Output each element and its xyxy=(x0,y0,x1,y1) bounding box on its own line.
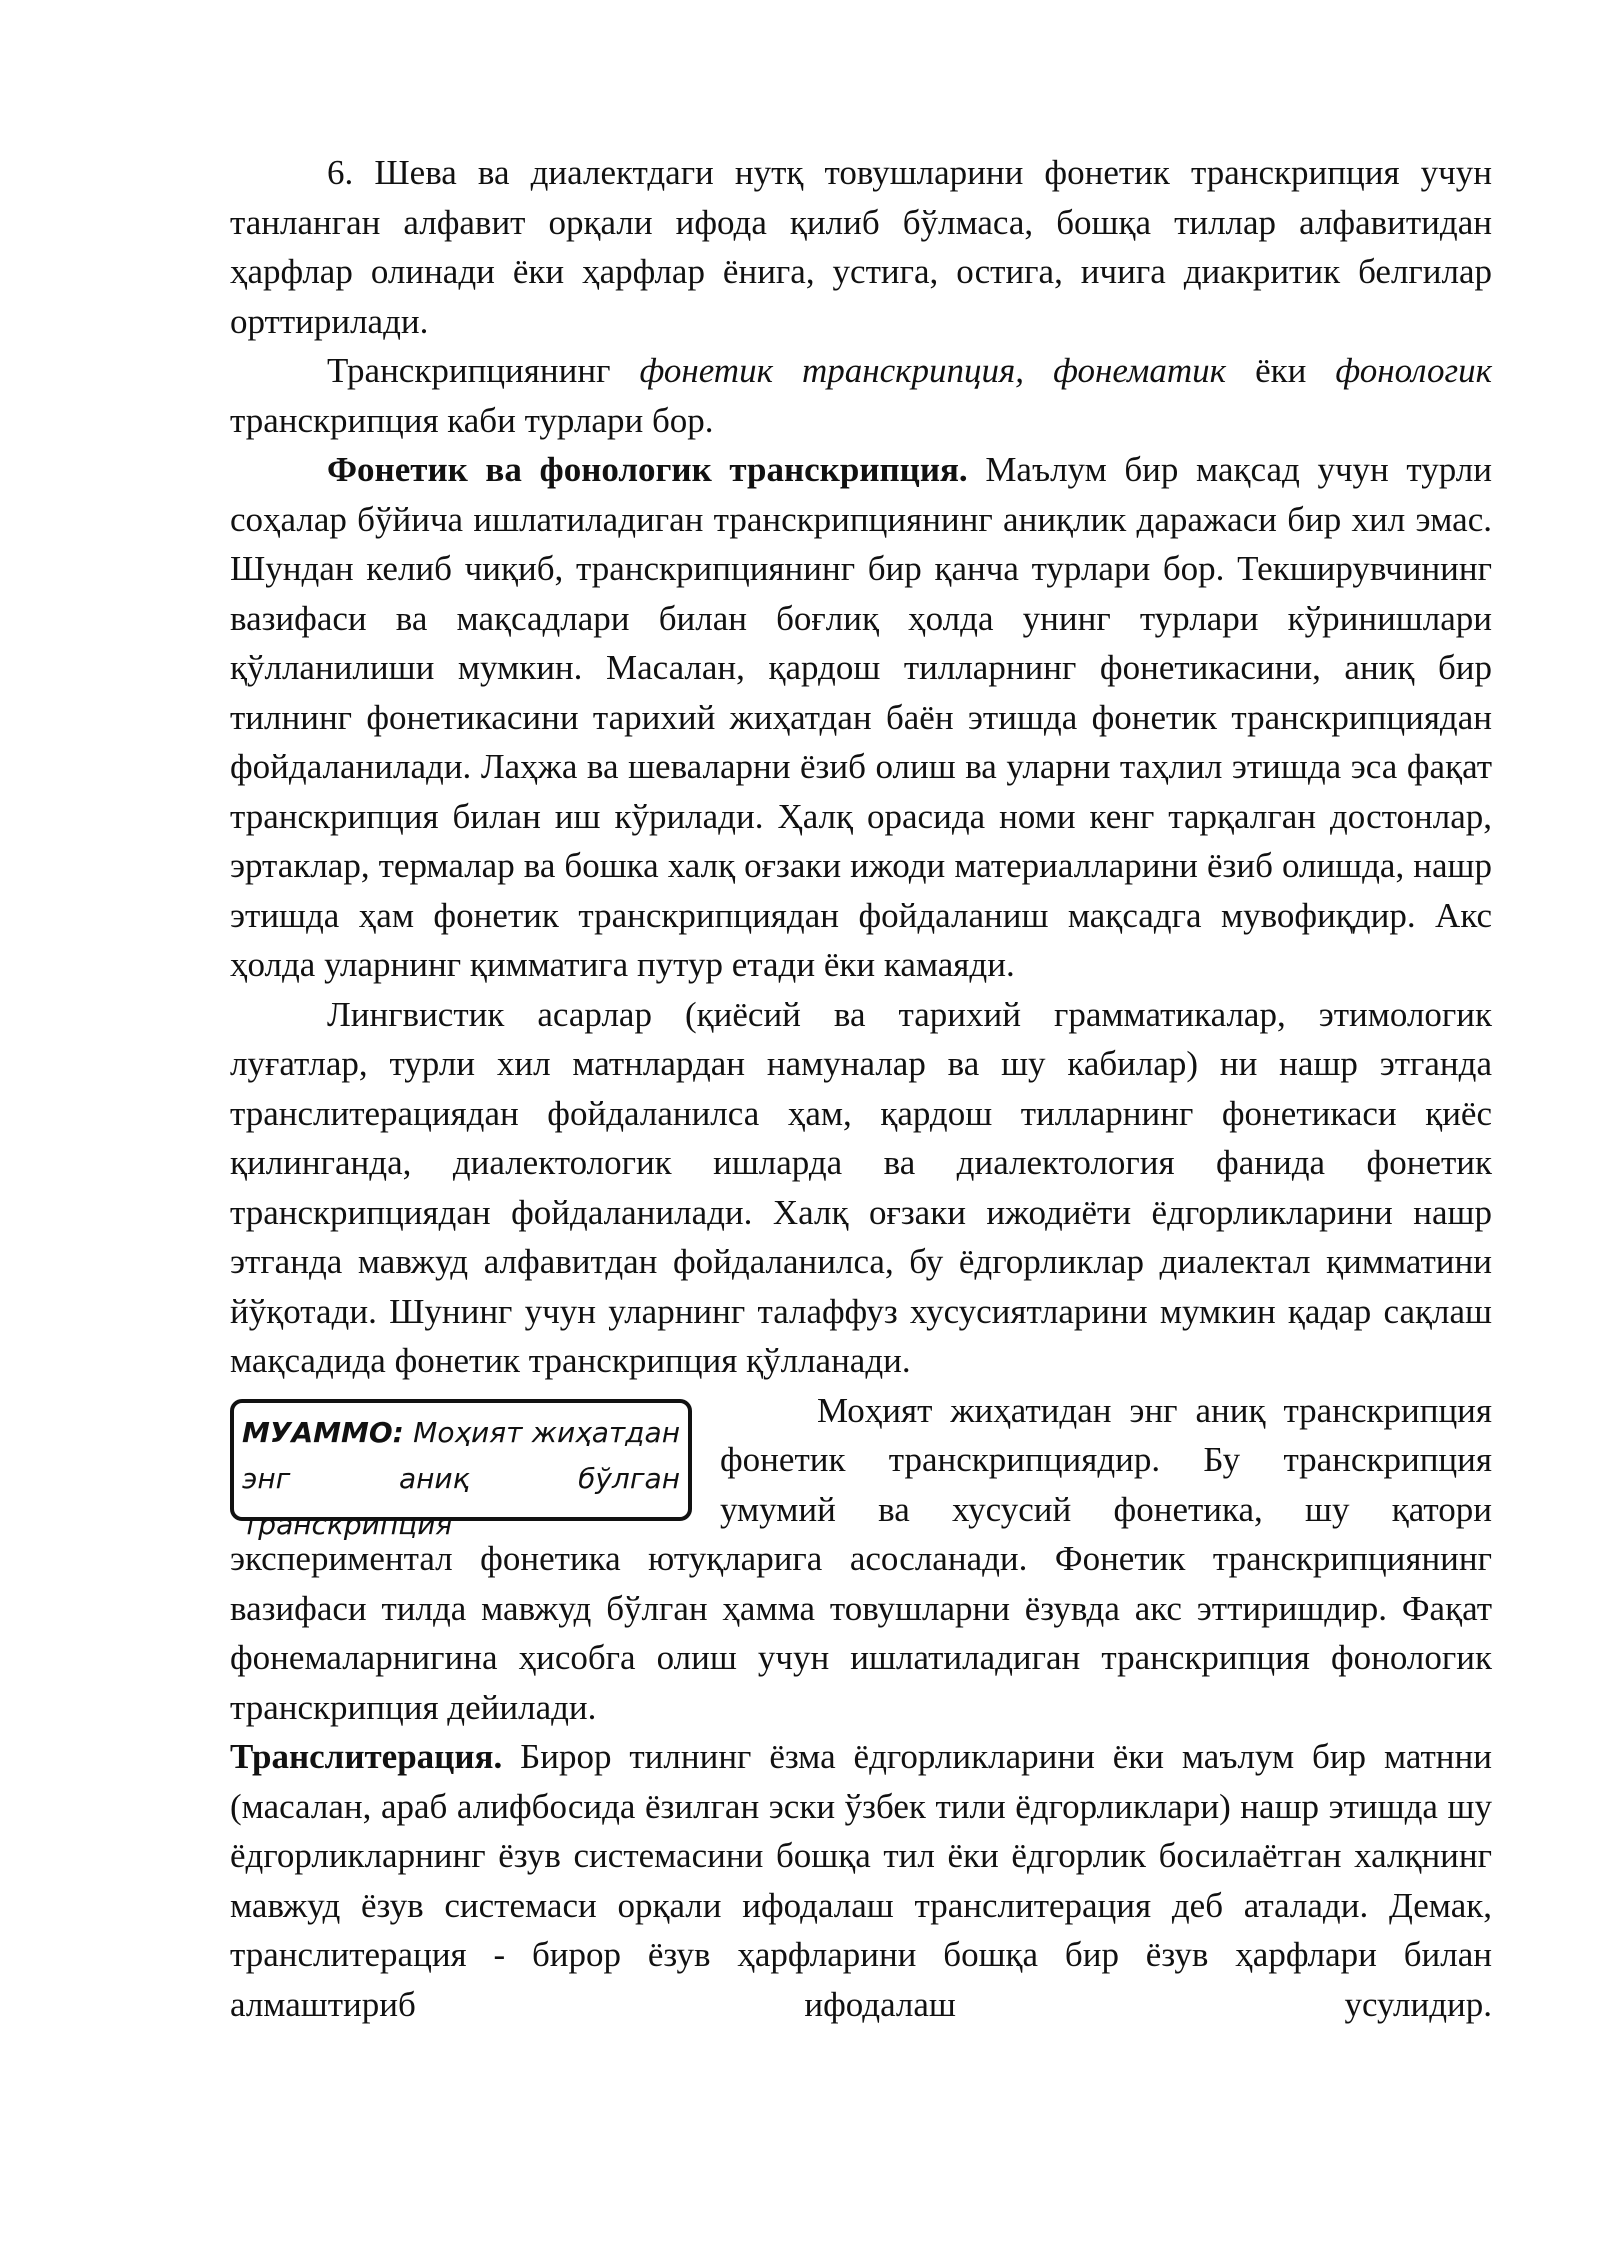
paragraph-text: Транскрипциянинг xyxy=(327,351,640,390)
paragraph-text: Маълум бир мақсад учун турли соҳалар бўйича ишлатиладиган транскрипциянинг аниқлик даражаси бир хил эмас. Шундан келиб чиқиб, транскрипциянинг бир қанча турлари бор. Текширувчининг вазифаси ва мақсадлари билан боғлиқ ҳолда унинг турлари кўринишлари қўлланилиши мумкин. Масалан, қардош тилларнинг фонетикасини, аниқ бир тилнинг фонетикасини тарихий жиҳатдан баён этишда фонетик транскрипциядан фойдаланилади. Лаҳжа ва шеваларни ёзиб олиш ва уларни таҳлил этишда эса фақат транскрипция билан иш кўрилади. Ҳалқ орасида номи кенг тарқалган достонлар, эртаклар, термалар ва бошка халқ оғзаки ижоди материалларини ёзиб олишда, нашр этишда ҳам фонетик транскрипциядан фойдаланиш мақсадга мувофиқдир. Акс ҳолда уларнинг қимматига путур етади ёки камаяди. xyxy=(230,450,1492,984)
emphasis-phonological: фонологик xyxy=(1335,351,1492,390)
problem-label: МУАММО: xyxy=(242,1415,404,1449)
problem-callout-box xyxy=(230,1399,692,1541)
paragraph-transliteration xyxy=(230,1732,1492,2029)
paragraph-transcription-types xyxy=(230,346,1492,445)
section-heading-phonetic-phonological: Фонетик ва фонологик транскрипция. xyxy=(327,450,968,489)
paragraph-text: ёки xyxy=(1226,351,1336,390)
paragraph-essence-transcription: Моҳият жиҳатидан энг аниқ транскрипция фонетик транскрипциядир. Бу транскрипция умумий ва хусусий фонетика, шу қатори экспериментал фонетика ютуқларига асосланади. Фонетик транскрипциянинг вазифаси тилда мавжуд бўлган ҳамма товушларни ёзувда акс эттиришдир. Фақат фонемаларнигина ҳисобга олиш учун ишлатиладиган транскрипция фонологик транскрипция дейилади. xyxy=(230,1390,1492,1727)
emphasis-phonetic-phonematic: фонетик транскрипция, фонематик xyxy=(639,351,1227,390)
paragraph-linguistic-works: Лингвистик асарлар (қиёсий ва тарихий грамматикалар, этимологик луғатлар, турли хил матнлардан намуналар ва шу кабилар) ни нашр этганда транслитерациядан фойдаланилса ҳам, қардош тилларнинг фонетикаси қиёс қилинганда, диалектологик ишларда ва диалектология фанида фонетик транскрипциядан фойдаланилади. Халқ оғзаки ижодиёти ёдгорликларини нашр этганда мавжуд алфавитдан фойдаланилса, бу ёдгорликлар диалектал қимматини йўқотади. Шунинг учун уларнинг талаффуз хусусиятларини мумкин қадар сақлаш мақсадида фонетик транскрипция қўлланади. xyxy=(230,994,1492,1380)
paragraph-phonetic-phonological xyxy=(230,445,1492,990)
paragraph-text: Бирор тилнинг ёзма ёдгорликларини ёки маълум бир матнни (масалан, араб алифбосида ёзилган эски ўзбек тили ёдгорликлари) нашр этишда шу ёдгорликларнинг ёзув системасини бошқа тил ёки ёдгорлик босилаётган халқнинг мавжуд ёзув системаси орқали ифодалаш транслитерация деб аталади. Демак, транслитерация - бирор ёзув ҳарфларини бошқа бир ёзув ҳарфлари билан алмаштириб ифодалаш усулидир. xyxy=(230,1737,1492,2024)
paragraph-dialect-sounds: 6. Шева ва диалектдаги нутқ товушларини фонетик транскрипция учун танланган алфавит орқали ифода қилиб бўлмаса, бошқа тиллар алфавитидан ҳарфлар олинади ёки ҳарфлар ёнига, устига, остига, ичига диакритик белгилар орттирилади. xyxy=(230,153,1492,341)
paragraph-text: транскрипция каби турлари бор. xyxy=(230,400,714,440)
problem-text: Моҳият жиҳатдан энг аниқ бўлган транскрипция xyxy=(242,1415,680,1541)
section-heading-transliteration: Транслитерация. xyxy=(230,1737,503,1776)
document-page xyxy=(230,148,1492,2029)
